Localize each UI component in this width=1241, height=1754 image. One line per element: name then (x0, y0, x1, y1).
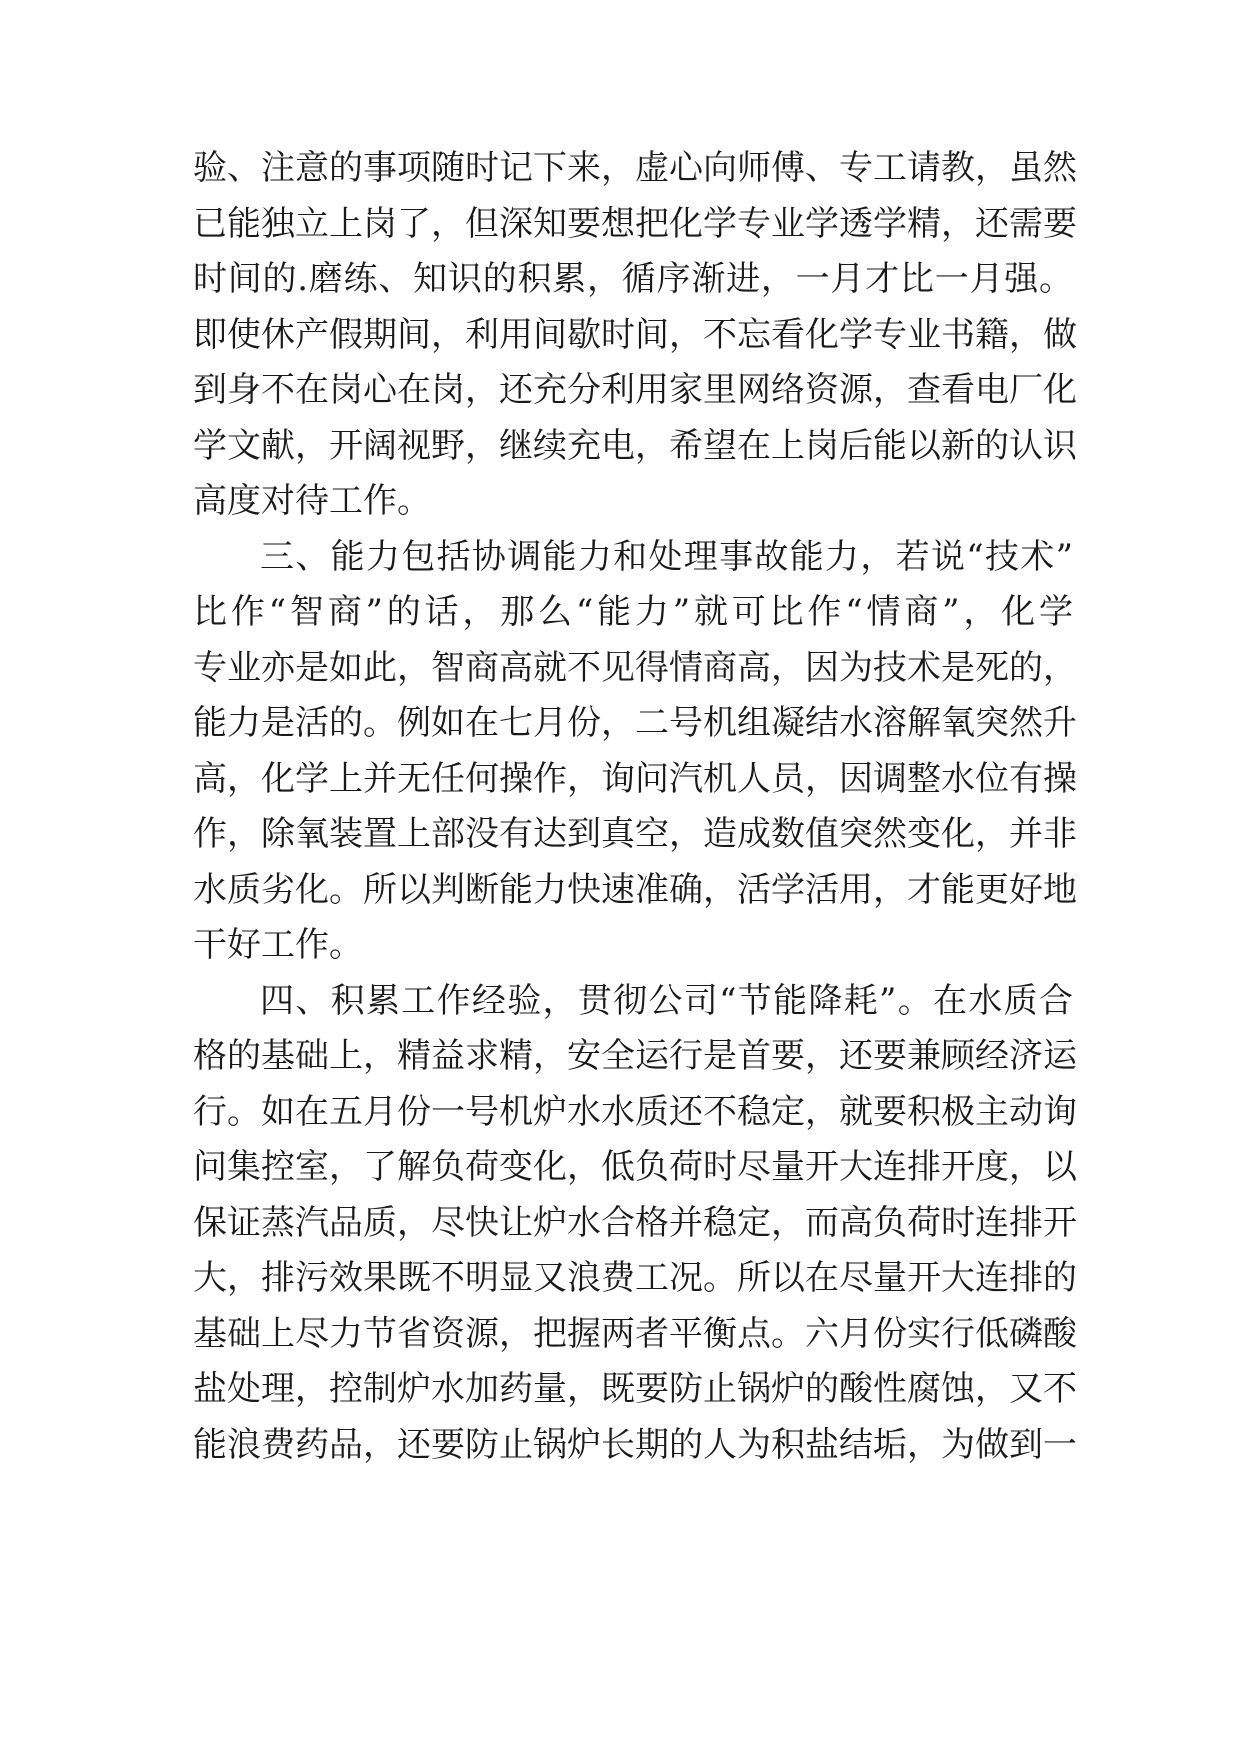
text-line: 干好工作。 (193, 925, 363, 965)
text-line: 已能独立上岗了，但深知要想把化学专业学透学精，还需要 (193, 204, 1077, 244)
text-line: 比作“智商”的话，那么“能力”就可比作“情商”，化学 (193, 592, 1073, 632)
text-line: 高度对待工作。 (193, 481, 431, 521)
text-line: 水质劣化。所以判断能力快速准确，活学活用，才能更好地 (193, 870, 1077, 910)
text-line: 专业亦是如此，智商高就不见得情商高，因为技术是死的， (193, 648, 1077, 688)
text-line: 高，化学上并无任何操作，询问汽机人员，因调整水位有操 (193, 759, 1077, 799)
text-line: 基础上尽力节省资源，把握两者平衡点。六月份实行低磷酸 (193, 1314, 1077, 1354)
text-line: 作，除氧装置上部没有达到真空，造成数值突然变化，并非 (193, 814, 1077, 854)
text-line: 能浪费药品，还要防止锅炉长期的人为积盐结垢，为做到一 (193, 1425, 1077, 1465)
paragraph-start-line: 四、积累工作经验，贯彻公司“节能降耗”。在水质合 (260, 981, 1073, 1021)
text-line: 学文献，开阔视野，继续充电，希望在上岗后能以新的认识 (193, 426, 1077, 466)
text-line: 盐处理，控制炉水加药量，既要防止锅炉的酸性腐蚀，又不 (193, 1369, 1077, 1409)
text-line: 时间的.磨练、知识的积累，循序渐进，一月才比一月强。 (193, 259, 1073, 299)
text-line: 即使休产假期间，利用间歇时间，不忘看化学专业书籍，做 (193, 315, 1077, 355)
text-line: 验、注意的事项随时记下来，虚心向师傅、专工请教，虽然 (193, 148, 1077, 188)
text-line: 到身不在岗心在岗，还充分利用家里网络资源，查看电厂化 (193, 370, 1077, 410)
text-line: 格的基础上，精益求精，安全运行是首要，还要兼顾经济运 (193, 1036, 1077, 1076)
paragraph-start-line: 三、能力包括协调能力和处理事故能力，若说“技术” (260, 537, 1073, 577)
text-line: 能力是活的。例如在七月份，二号机组凝结水溶解氧突然升 (193, 703, 1077, 743)
text-line: 保证蒸汽品质，尽快让炉水合格并稳定，而高负荷时连排开 (193, 1203, 1077, 1243)
text-line: 问集控室，了解负荷变化，低负荷时尽量开大连排开度，以 (193, 1147, 1077, 1187)
text-line: 行。如在五月份一号机炉水水质还不稳定，就要积极主动询 (193, 1092, 1077, 1132)
text-line: 大，排污效果既不明显又浪费工况。所以在尽量开大连排的 (193, 1258, 1077, 1298)
